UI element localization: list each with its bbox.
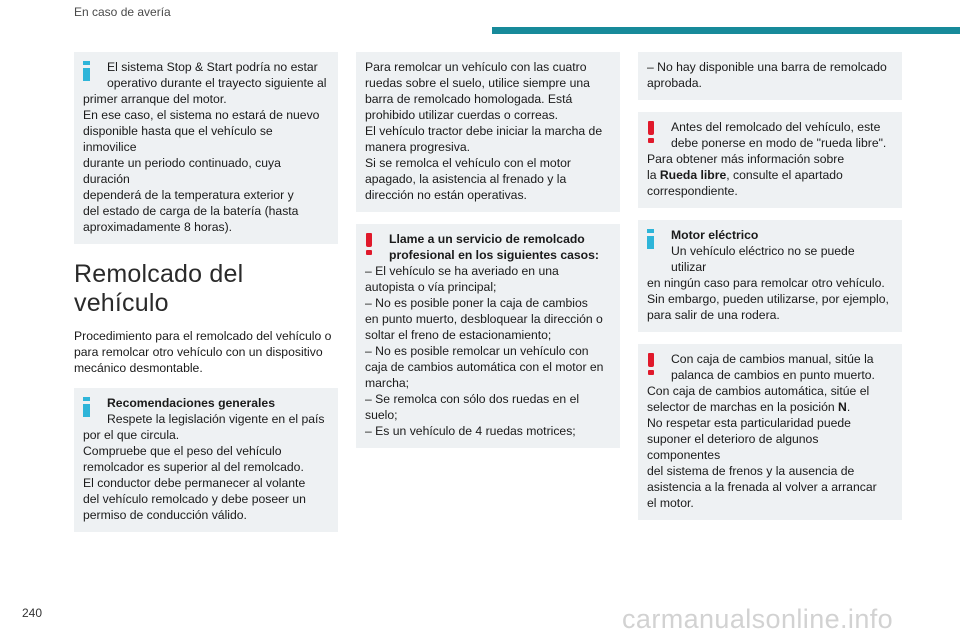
warning-note-gearbox (638, 344, 902, 520)
warning-text-first: Antes del remolcado del vehículo, este debe ponerse en modo de "rueda libre". (671, 120, 887, 150)
header-accent-bar (492, 27, 960, 34)
note-text-first: Un vehículo eléctrico no se puede utilizar (671, 244, 855, 274)
warning-icon (647, 121, 655, 143)
warning-text-first: Con caja de cambios manual, sitúe la palanca de cambios en punto muerto. (671, 352, 875, 382)
towing-text: Para remolcar un vehículo con las cuatro ruedas sobre el suelo, utilice siempre una barra de remolcado homologada. Está prohibido utilizar cuerdas o correas. El vehículo tractor debe iniciar la marcha de manera progresiva. Si se remolca el vehículo con el motor apagado, la asistencia al frenado y la dirección no están operativas. (365, 60, 603, 202)
warning-text-rest: Para obtener más información sobre la Rueda libre, consulte el apartado correspondiente. (647, 152, 845, 198)
info-note-electric-motor (638, 220, 902, 332)
column-3 (638, 52, 902, 532)
warning-note-free-wheel (638, 112, 902, 208)
note-text-first: El sistema Stop & Start podría no estar operativo durante el trayecto siguiente al (107, 60, 327, 90)
warning-text-rest: Con caja de cambios automática, sitúe el selector de marchas en la posición N. No respetar esta particularidad puede suponer el deterioro de algunos componentes del sistema de frenos y la ausencia de asistencia a la frenada al volver a arrancar el motor. (647, 384, 877, 510)
column-1 (74, 52, 338, 544)
warning-title: Llame a un servicio de remolcado profesional en los siguientes casos: (389, 232, 599, 262)
note-text-rest: en ningún caso para remolcar otro vehículo. Sin embargo, pueden utilizarse, por ejemplo, para salir de una rodera. (647, 276, 889, 322)
note-title: Motor eléctrico (671, 228, 759, 242)
free-wheel-link-text: Rueda libre (659, 168, 727, 182)
info-note-stop-start (74, 52, 338, 244)
warning-note-professional-towing (356, 224, 620, 448)
column-2 (356, 52, 620, 460)
page-number: 240 (22, 606, 43, 620)
watermark: carmanualsonline.info (622, 604, 894, 634)
section-title: Remolcado del vehículo (74, 260, 244, 317)
section-intro: Procedimiento para el remolcado del vehículo o para remolcar otro vehículo con un dispositivo mecánico desmontable. (74, 329, 332, 375)
note-text-rest: por el que circula. Compruebe que el peso del vehículo remolcador es superior al del remolcado. El conductor debe permanecer al volante del vehículo remolcado y debe poseer un permiso de conducción válido. (83, 428, 306, 522)
list-continuation-box (638, 52, 902, 100)
warning-icon (365, 233, 373, 255)
note-text-rest: primer arranque del motor. En ese caso, el sistema no estará de nuevo disponible hasta que el vehículo se inmovilice durante un periodo continuado, cuya duración dependerá de la temperatura exterior y del estado de carga de la batería (hasta aproximadamente 8 horas). (83, 92, 320, 234)
running-header: En caso de avería (74, 5, 171, 19)
info-icon (647, 229, 654, 249)
warning-icon (647, 353, 655, 375)
info-icon (83, 61, 90, 81)
list-continuation-text: – No hay disponible una barra de remolcado aprobada. (647, 60, 887, 90)
note-text-first: Respete la legislación vigente en el país (107, 412, 325, 426)
info-icon (83, 397, 90, 417)
info-note-recommendations (74, 388, 338, 532)
towing-info-box (356, 52, 620, 212)
warning-list: – El vehículo se ha averiado en una autopista o vía principal; – No es posible poner la caja de cambios en punto muerto, desbloquear la dirección o soltar el freno de estacionamiento; – No es posible remolcar un vehículo con caja de cambios automática con el motor en marcha; – Se remolca con sólo dos ruedas en el suelo; – Es un vehículo de 4 ruedas motrices; (365, 264, 604, 438)
note-title: Recomendaciones generales (107, 396, 275, 410)
